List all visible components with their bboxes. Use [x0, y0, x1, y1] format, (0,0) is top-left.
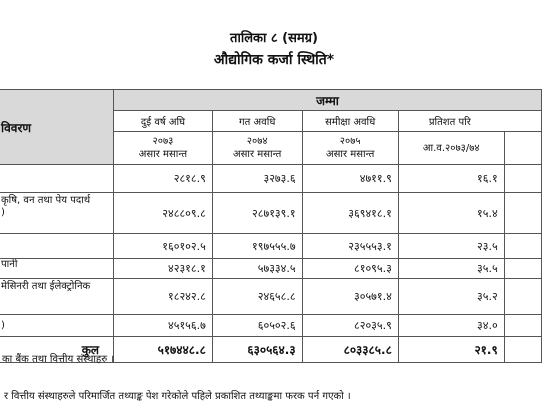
row-label-line2: ) [1, 207, 5, 218]
cell-value: १६०१०२.५ [114, 234, 213, 259]
row-label [0, 234, 114, 259]
table-number-title: तालिका ८ (समग्र) [230, 31, 318, 46]
total-value: ६३०५६४.३ [212, 337, 302, 363]
cell-value: ५७३३४.५ [212, 259, 302, 279]
total-label: कुल [0, 337, 114, 363]
cell-percent: १६.१ [398, 165, 504, 193]
cell-empty [504, 279, 541, 315]
date-label: असार मसान्त [233, 149, 282, 160]
cell-value: ८२०३५.९ [302, 315, 398, 337]
source-note: का बैंक तथा वित्तीय संस्थाहरु । [2, 354, 115, 365]
cell-value: २८१८.९ [114, 165, 213, 193]
cell-empty [504, 259, 541, 279]
table-row [0, 193, 542, 234]
col-two-years-ago-date [114, 132, 213, 165]
table-row [0, 259, 542, 279]
row-label [0, 165, 114, 193]
table-row [0, 165, 542, 193]
cell-percent: २३.५ [398, 234, 504, 259]
col-review-period-header: समीक्षा अवधि [302, 111, 398, 132]
table-row [0, 315, 542, 337]
cell-value: ६०५०२.६ [212, 315, 302, 337]
col-two-years-ago-header: दुई वर्ष अघि [114, 111, 213, 132]
cell-percent: १५.४ [398, 193, 504, 234]
row-label-line1: कृषि, वन तथा पेय पदार्थ [1, 195, 91, 206]
header-row-group [0, 90, 542, 111]
year-2075: २०७५ [339, 136, 361, 147]
cell-value: ८१०९५.३ [302, 259, 398, 279]
cell-value: १८२४२.८ [114, 279, 213, 315]
cell-value: २३५५५३.१ [302, 234, 398, 259]
cell-empty [504, 315, 541, 337]
table-row [0, 234, 542, 259]
cell-value: ३०५७१.४ [302, 279, 398, 315]
cell-value: २४६५८.८ [212, 279, 302, 315]
total-group-header: जम्मा [114, 90, 542, 111]
industrial-credit-table [0, 89, 542, 363]
cell-percent: ३५.५ [398, 259, 504, 279]
table-row [0, 279, 542, 315]
cell-empty [504, 234, 541, 259]
col-previous-period-header: गत अवधि [212, 111, 302, 132]
cell-empty [504, 193, 541, 234]
cell-value: २४८८०९.८ [114, 193, 213, 234]
row-label [0, 193, 114, 234]
footnote: र वित्तीय संस्थाहरुले परिमार्जित तथ्याङ्क पेश गरेकोले पहिले प्रकाशित तथ्याङ्कमा फरक पर्न गएको । [4, 391, 351, 402]
percent-change-header: प्रतिशत परि [398, 111, 541, 132]
year-2074: २०७४ [246, 136, 268, 147]
year-2073: २०७३ [152, 136, 174, 147]
table-subtitle: औद्योगिक कर्जा स्थिति* [213, 52, 335, 68]
cell-value: १९७५५५.७ [212, 234, 302, 259]
cell-percent: ३४.० [398, 315, 504, 337]
row-label: पानी [0, 259, 114, 279]
total-value: ५१७४४८.८ [114, 337, 213, 363]
row-label: मेसिनरी तथा ईलेक्ट्रोनिक [0, 279, 114, 315]
percent-fiscal-year: आ.व.२०७३/७४ [398, 132, 504, 165]
total-percent: २१.९ [398, 337, 504, 363]
cell-empty [504, 165, 541, 193]
cell-value: ४७११.९ [302, 165, 398, 193]
cell-percent: ३५.२ [398, 279, 504, 315]
description-header: विवरण [0, 90, 114, 165]
percent-next-col [504, 132, 541, 165]
cell-value: ४२३१८.१ [114, 259, 213, 279]
date-label: असार मसान्त [326, 149, 375, 160]
col-review-period-date [302, 132, 398, 165]
cell-empty [504, 337, 541, 363]
row-label: ) [0, 315, 114, 337]
cell-value: २८७१३९.१ [212, 193, 302, 234]
total-value: ८०३३८५.८ [302, 337, 398, 363]
col-previous-period-date [212, 132, 302, 165]
cell-value: ३२७३.६ [212, 165, 302, 193]
date-label: असार मसान्त [138, 149, 188, 160]
cell-value: ४५१५६.७ [114, 315, 213, 337]
cell-value: ३६९४१८.१ [302, 193, 398, 234]
